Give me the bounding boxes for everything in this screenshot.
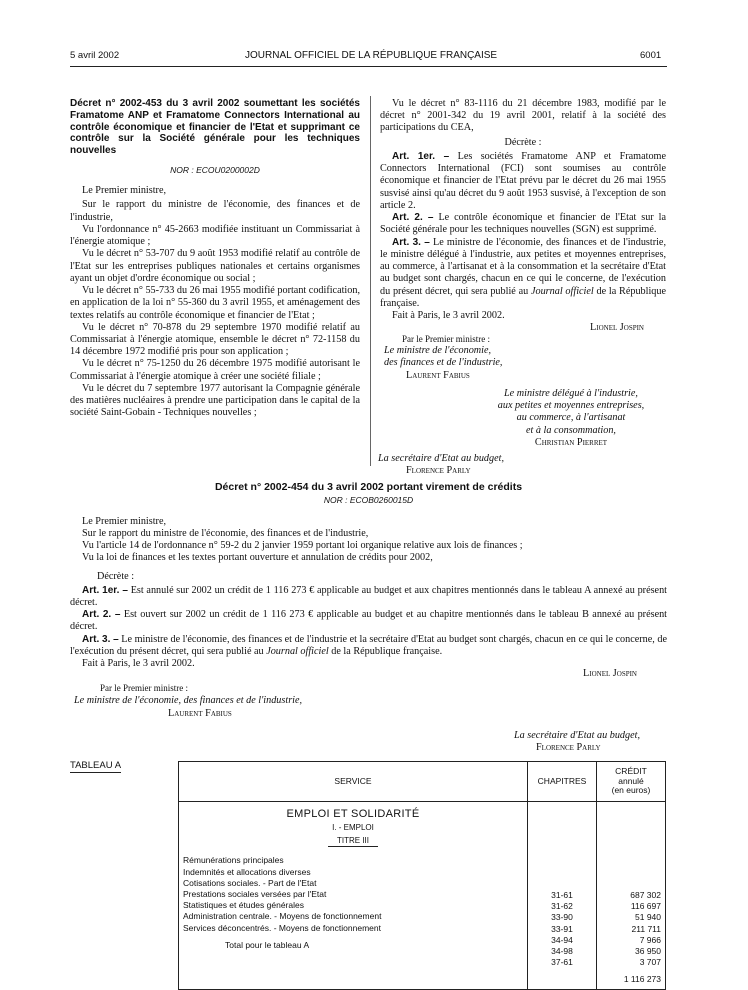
decret1-visa: Vu le décret n° 53-707 du 9 août 1953 modifié relatif au contrôle de l'Etat sur les entreprises publiques nationales et certains organismes ayant un objet d'ordre économique ou social ;	[70, 248, 360, 284]
credit-value: 116 697	[630, 901, 661, 912]
service-label: Cotisations sociales. - Part de l'Etat	[183, 877, 317, 888]
service-label: Services déconcentrés. - Moyens de fonctionnement	[183, 922, 381, 933]
decret1-min1-title: Le ministre de l'économie,	[384, 345, 492, 357]
chapitre-value: 33-91	[551, 923, 573, 934]
credit-value: 211 711	[631, 923, 661, 934]
decret2-line: Sur le rapport du ministre de l'économie, des finances et de l'industrie,	[82, 527, 369, 539]
tableau-a-label: TABLEAU A	[70, 760, 121, 773]
service-label: Prestations sociales versées par l'Etat	[183, 888, 327, 899]
decret2-decrete: Décrète :	[97, 570, 135, 582]
decret1-min2-block: Le ministre délégué à l'industrie, aux petites et moyennes entreprises, au commerce, à l'artisanat et à la consommation, Christian Pierret	[380, 388, 656, 449]
tableau-a-table	[178, 761, 666, 990]
chapitre-value: 31-62	[551, 901, 573, 912]
service-label: Statistiques et études générales	[183, 900, 304, 911]
decret1-nor: NOR : ECOU0200002D	[170, 164, 260, 175]
decret2-line: Vu la loi de finances et les textes portant ouverture et annulation de crédits pour 2002,	[82, 552, 433, 564]
decret1-decrete: Décrète :	[504, 136, 542, 148]
credit-value: 687 302	[630, 890, 661, 900]
titre-rule	[328, 846, 378, 847]
table-header-row	[179, 762, 666, 802]
decret1-fait: Fait à Paris, le 3 avril 2002.	[392, 309, 505, 321]
decret1-visa-cea: Vu le décret n° 83-1116 du 21 décembre 1983, modifié par le décret n° 2001-342 du 19 avril 2001, relatif à la société des participations du CEA,	[380, 98, 666, 134]
decret2-sec-title: La secrétaire d'Etat au budget,	[514, 729, 641, 741]
decret1-visa: Vu le décret n° 75-1250 du 26 décembre 1975 modifié autorisant le Commissariat à l'énergie atomique à créer une société filiale ;	[70, 358, 360, 382]
decret1-min2-name: Christian Pierret	[534, 436, 608, 448]
decret2-min1-title: Le ministre de l'économie, des finances et de l'industrie,	[74, 695, 303, 707]
decret2-sec-name: Florence Parly	[536, 742, 601, 754]
decret2-article-3: Art. 3. – Le ministre de l'économie, des finances et de l'industrie et la secrétaire d'Etat au budget sont chargés, chacun en ce qui le concerne, de l'exécution du présent décret, qui sera publié au Journal officiel de la République française.	[70, 633, 668, 657]
header-credit: CRÉDIT annulé (en euros)	[597, 762, 666, 802]
header-journal-title: JOURNAL OFFICIEL DE LA RÉPUBLIQUE FRANÇAISE	[245, 50, 498, 61]
decret1-title: Décret n° 2002-453 du 3 avril 2002 soumettant les sociétés Framatome ANP et Framatome Connectors International au contrôle économique et financier de l'Etat et supprimant ce contrôle sur la Société générale pour les techniques nouvelles	[70, 98, 360, 157]
service-label: Administration centrale. - Moyens de fonctionnement	[183, 911, 382, 922]
table-body-row	[179, 802, 666, 990]
service-cell	[179, 802, 528, 990]
decret1-article-1: Art. 1er. – Les sociétés Framatome ANP et Framatome Connectors International (FCI) sont soumises au contrôle économique et financier de l'Etat prévu par le décret du 26 mai 1955 susvisé ainsi qu'au décret du 9 août 1953 susvisé, à l'exception de son article 2.	[380, 150, 666, 211]
decret1-min1-name: Laurent Fabius	[406, 369, 470, 381]
decret2-title: Décret n° 2002-454 du 3 avril 2002 portant virement de crédits	[214, 481, 523, 493]
decret2-article-1: Art. 1er. – Est annulé sur 2002 un crédit de 1 116 273 € applicable au budget et aux chapitres mentionnés dans le tableau A annexé au présent décret.	[70, 584, 668, 608]
decret2-fait: Fait à Paris, le 3 avril 2002.	[82, 658, 195, 670]
header-date: 5 avril 2002	[70, 50, 120, 61]
credit-value: 36 950	[635, 945, 661, 956]
subsection-title: I. - EMPLOI	[332, 823, 374, 833]
chapitre-value: 34-98	[551, 945, 573, 956]
service-label: Indemnités et allocations diverses	[183, 866, 311, 877]
header-page-number: 6001	[640, 50, 662, 61]
header-service: SERVICE	[179, 762, 528, 802]
header-chapitres: CHAPITRES	[528, 762, 597, 802]
chapitre-value: 31-61	[551, 890, 573, 900]
titre-label: TITRE III	[337, 835, 369, 845]
chapitre-value: 33-90	[551, 912, 573, 923]
credit-list	[601, 890, 661, 968]
decret2-article-2: Art. 2. – Est ouvert sur 2002 un crédit de 1 116 273 € applicable au budget et au chapitre mentionnés dans le tableau B annexé au présent décret.	[70, 609, 668, 633]
decret2-min1-name: Laurent Fabius	[168, 707, 232, 719]
chapitre-value: 37-61	[551, 957, 573, 968]
decret1-visa: Vu le décret du 7 septembre 1977 autorisant la Compagnie générale des matières nucléaires à prendre une participation dans le capital de la société Saint-Gobain - Techniques nouvelles ;	[70, 382, 360, 419]
credit-cell	[597, 802, 666, 990]
credit-value: 3 707	[639, 957, 661, 968]
total-label: Total pour le tableau A	[225, 939, 310, 950]
decret1-min1-title: des finances et de l'industrie,	[384, 357, 503, 369]
decret1-visa: Vu l'ordonnance n° 45-2663 modifiée instituant un Commissariat à l'énergie atomique ;	[70, 223, 360, 248]
section-title: EMPLOI ET SOLIDARITÉ	[286, 808, 420, 820]
decret2-signer: Lionel Jospin	[583, 668, 637, 680]
decret1-opening: Le Premier ministre,	[82, 185, 167, 197]
decret2-nor: NOR : ECOB0260015D	[323, 495, 414, 506]
decret1-visa: Sur le rapport du ministre de l'économie, des finances et de l'industrie,	[70, 199, 360, 223]
decret1-visa: Vu le décret n° 55-733 du 26 mai 1955 modifié portant codification, en application de la loi n° 55-360 du 3 avril 1955, et aménagement des textes relatifs au contrôle économique et financier de l'Etat ;	[70, 285, 360, 321]
decret1-par: Par le Premier ministre :	[402, 334, 490, 345]
decret1-sec-title: La secrétaire d'Etat au budget,	[378, 453, 505, 465]
chapitre-cell	[528, 802, 597, 990]
decret1-right-column	[380, 98, 666, 478]
decret1-sec-name: Florence Parly	[406, 465, 471, 477]
service-label: Rémunérations principales	[183, 855, 284, 866]
chapitre-list	[532, 890, 592, 968]
credit-value: 7 966	[639, 934, 661, 945]
decret2-line: Le Premier ministre,	[82, 515, 167, 527]
total-value: 1 116 273	[623, 974, 661, 985]
decret1-article-3: Art. 3. – Le ministre de l'économie, des finances et de l'industrie, le ministre délégué à l'industrie, aux petites et moyennes entreprises, au commerce, à l'artisanat et à la consommation et la secrétaire d'Etat au budget sont chargés, chacun en ce qui le concerne, de l'exécution du présent décret, qui sera publié au Journal officiel de la République française.	[380, 236, 667, 309]
credit-value: 51 940	[635, 912, 661, 923]
decret2-par: Par le Premier ministre :	[100, 682, 188, 693]
chapitre-value: 34-94	[551, 934, 573, 945]
decret2-line: Vu l'article 14 de l'ordonnance n° 59-2 du 2 janvier 1959 portant loi organique relative aux lois de finances ;	[82, 540, 523, 552]
decret1-left-column	[70, 98, 360, 420]
column-divider	[370, 96, 371, 466]
decret1-signer: Lionel Jospin	[590, 322, 644, 334]
service-list	[183, 855, 523, 933]
decret1-article-2: Art. 2. – Le contrôle économique et financier de l'Etat sur la Société générale pour les techniques nouvelles (SGN) est supprimé.	[380, 212, 667, 236]
decret2-block	[70, 481, 667, 754]
header-rule	[70, 66, 667, 67]
decret1-visa: Vu le décret n° 70-878 du 29 septembre 1970 modifié relatif au Commissariat à l'énergie atomique, ensemble le décret n° 72-1158 du 14 décembre 1972 modifié pris pour son application ;	[70, 321, 360, 358]
